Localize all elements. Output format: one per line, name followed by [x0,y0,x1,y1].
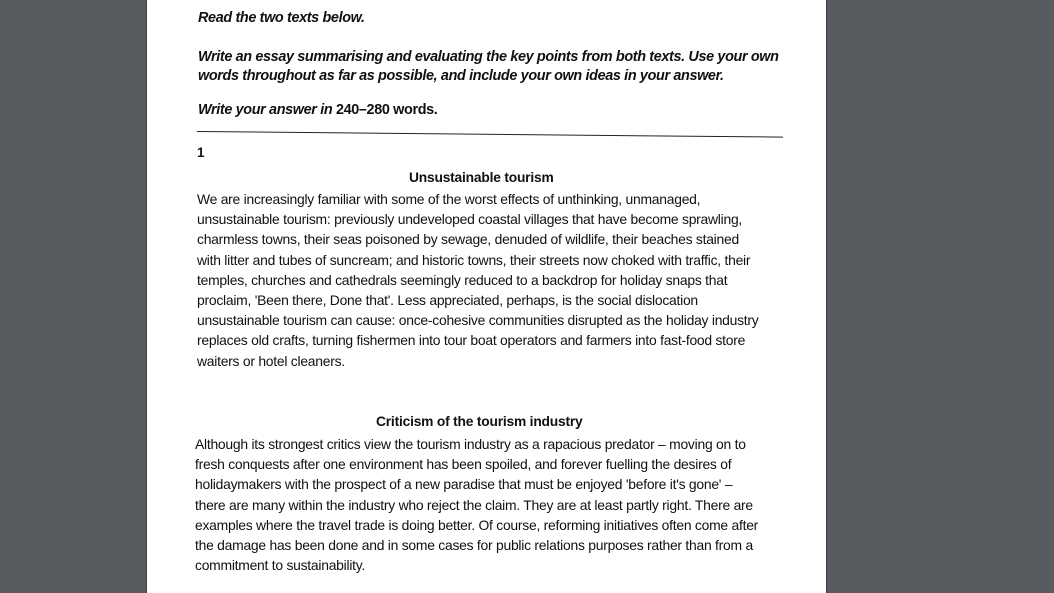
instruction-word-count [198,101,437,120]
document-page [146,0,827,593]
instruction-write-essay-line-2: words throughout as far as possible, and include your own ideas in your answer. [198,68,724,84]
instruction-word-count-range: 240–280 words. [335,102,438,118]
instruction-word-count-prefix: Write your answer in [198,102,333,118]
text-1-title: Unsustainable tourism [409,170,554,185]
text-1-body: We are increasingly familiar with some of the worst effects of unthinking, unmanaged, unsustainable tourism: previously undeveloped coastal villages that have become sprawling, charmless towns, their seas poisoned by sewage, denuded of wildlife, their beaches stained with litter and tubes of suncream; and historic towns, their streets now choked with traffic, their temples, churches and cathedrals seemingly reduced to a backdrop for holiday snaps that proclaim, 'Been there, Done that'. Less appreciated, perhaps, is the social dislocation unsustainable tourism can cause: once-cohesive communities disrupted as the holiday industry replaces old crafts, turning fishermen into tour boat operators and farmers into fast-food store waiters or hotel cleaners. [197,191,759,369]
text-2-title: Criticism of the tourism industry [376,414,583,429]
instruction-read: Read the two texts below. [198,10,365,26]
instruction-write-essay-line-1: Write an essay summarising and evaluating the key points from both texts. Use your own [198,49,779,65]
horizontal-divider [197,131,783,138]
text-2-body: Although its strongest critics view the tourism industry as a rapacious predator – moving on to fresh conquests after one environment has been spoiled, and forever fuelling the desires of holidaymakers with the prospect of a new paradise that must be enjoyed 'before it's gone' – there are many within the industry who reject the claim. They are at least partly right. There are examples where the travel trade is doing better. Of course, reforming initiatives often come after the damage has been done and in some cases for public relations purposes rather than from a commitment to sustainability. [195,436,759,574]
section-number: 1 [197,145,205,160]
instruction-write-essay [198,48,779,86]
